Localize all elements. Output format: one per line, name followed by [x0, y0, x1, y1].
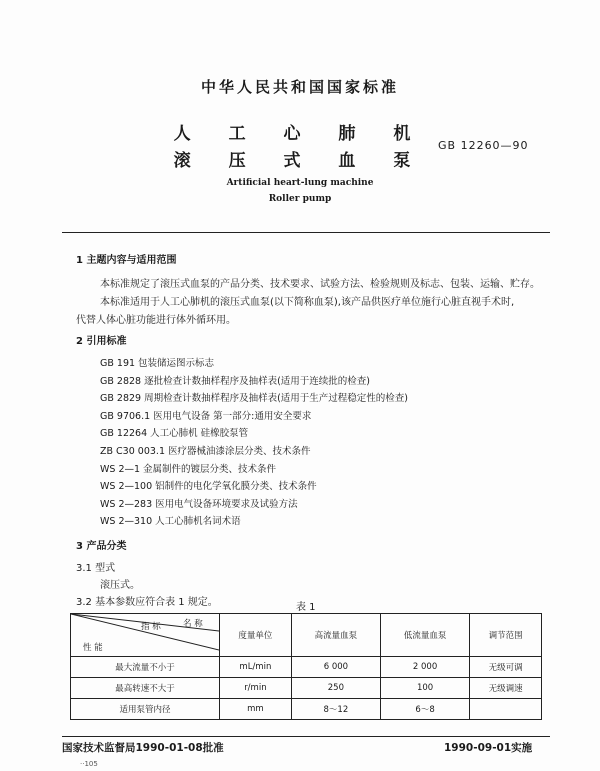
table-caption: 表 1	[296, 602, 316, 613]
title-en-line2: Roller pump	[268, 194, 332, 204]
ref-item: WS 2—1 金属制件的镀层分类、技术条件	[100, 464, 277, 475]
ref-item: WS 2—283 医用电气设备环境要求及试验方法	[100, 499, 298, 510]
section-3-2-title: 3.2 基本参数应符合表 1 规定。	[76, 597, 218, 608]
title-cn-line1: 人 工 心 肺 机	[173, 124, 427, 144]
diag-label-indicator: 指 标	[141, 622, 161, 632]
table-cell: r/min	[220, 678, 292, 699]
table-header-row	[71, 614, 542, 657]
table-cell: 250	[291, 678, 380, 699]
section-1-paragraph-2a: 本标准适用于人工心肺机的滚压式血泵(以下简称血泵),该产品供医疗单位施行心脏直视手术时,	[100, 297, 515, 308]
table-cell: 6～8	[380, 699, 469, 720]
section-1-paragraph-1: 本标准规定了滚压式血泵的产品分类、技术要求、试验方法、检验规则及标志、包装、运输、贮存。	[100, 279, 540, 290]
page-number-mark: ··105	[80, 760, 98, 768]
table-header-cell: 调节范围	[470, 614, 542, 657]
table-header-cell: 低流量血泵	[380, 614, 469, 657]
section-2-title: 2 引用标准	[76, 336, 127, 347]
table-cell: 8～12	[291, 699, 380, 720]
approval-date: 国家技术监督局1990-01-08批准	[62, 742, 224, 754]
national-standard-heading: 中华人民共和国国家标准	[200, 78, 399, 96]
standard-number: GB 12260—90	[438, 139, 529, 152]
title-cn-line2: 滚 压 式 血 泵	[173, 151, 427, 171]
table-cell: 100	[380, 678, 469, 699]
ref-item: GB 2828 逐批检查计数抽样程序及抽样表(适用于连续批的检查)	[100, 376, 371, 387]
table-cell: 无级可调	[470, 657, 542, 678]
title-en-line1: Artificial heart-lung machine	[226, 178, 374, 188]
table-cell: 无级调速	[470, 678, 542, 699]
table-cell	[470, 699, 542, 720]
table-cell-label: 最大流量不小于	[71, 657, 220, 678]
parameter-table	[70, 613, 542, 720]
implementation-date: 1990-09-01实施	[444, 742, 533, 754]
table-cell-label: 适用泵管内径	[71, 699, 220, 720]
table-header-cell: 高流量血泵	[291, 614, 380, 657]
table-row	[71, 678, 542, 699]
table-header-cell: 度量单位	[220, 614, 292, 657]
ref-item: GB 12264 人工心肺机 硅橡胶泵管	[100, 428, 249, 439]
table-row	[71, 699, 542, 720]
section-1-paragraph-2b: 代替人体心脏功能进行体外循环用。	[76, 315, 236, 326]
section-1-title: 1 主题内容与适用范围	[76, 255, 177, 266]
ref-item: WS 2—100 铝制件的电化学氧化膜分类、技术条件	[100, 481, 317, 492]
table-row	[71, 657, 542, 678]
diag-label-performance: 性 能	[83, 643, 103, 653]
section-3-1-body: 滚压式。	[100, 580, 140, 591]
header-rule	[62, 232, 550, 233]
ref-item: GB 191 包装储运图示标志	[100, 358, 215, 369]
table-cell-label: 最高转速不大于	[71, 678, 220, 699]
table-cell: 2 000	[380, 657, 469, 678]
ref-item: GB 9706.1 医用电气设备 第一部分:通用安全要求	[100, 411, 312, 422]
ref-item: GB 2829 周期检查计数抽样程序及抽样表(适用于生产过程稳定性的检查)	[100, 393, 409, 404]
table-diagonal-header-cell	[71, 614, 220, 657]
ref-item: ZB C30 003.1 医疗器械油漆涂层分类、技术条件	[100, 446, 311, 457]
ref-item: WS 2—310 人工心肺机名词术语	[100, 516, 241, 527]
table-cell: mm	[220, 699, 292, 720]
section-3-title: 3 产品分类	[76, 541, 127, 552]
footer-rule	[62, 736, 550, 737]
table-cell: 6 000	[291, 657, 380, 678]
diag-label-name: 名 称	[183, 619, 203, 629]
table-cell: mL/min	[220, 657, 292, 678]
section-3-1-title: 3.1 型式	[76, 563, 116, 574]
